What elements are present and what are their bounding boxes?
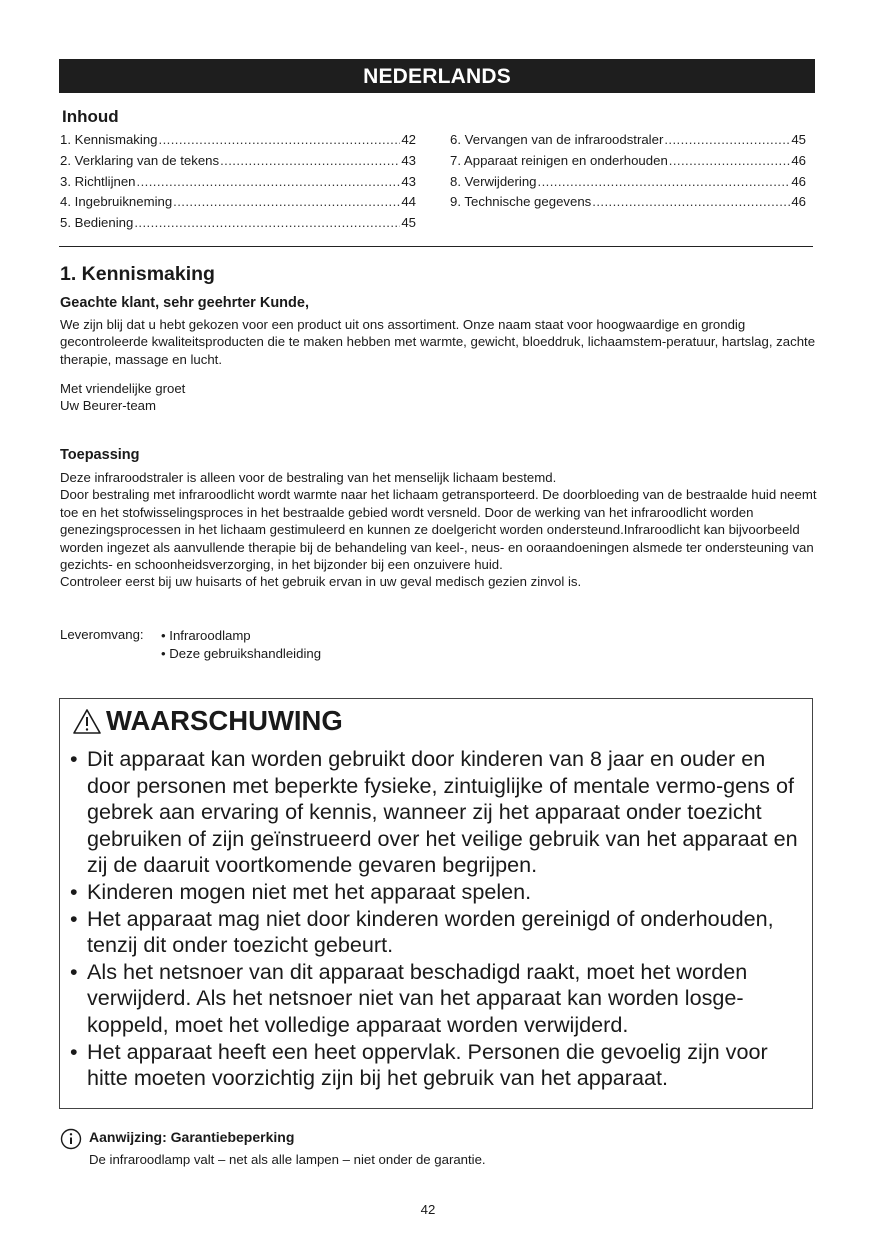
- toc-entry-page: 46: [791, 194, 806, 210]
- warning-list: [70, 746, 810, 1092]
- greeting-line: Met vriendelijke groet: [60, 381, 186, 396]
- toc-entry-page: 43: [401, 152, 416, 168]
- toc-entry-label: 7. Apparaat reinigen en onderhouden: [450, 152, 668, 168]
- toc-entry-page: 46: [791, 152, 806, 168]
- warning-item: • Dit apparaat kan worden gebruikt door kinderen van 8 jaar en ouder en door personen met beperkte fysieke, zintuiglijke of mentale vermo-gens of gebrek aan ervaring of kennis, wanneer zij het apparaat onder toezicht gebruiken of zijn geïnstrueerd over het veilige gebruik van het apparaat en zij de daaruit voortkomende gevaren begrijpen.: [70, 746, 810, 879]
- toc-entry[interactable]: [450, 194, 806, 215]
- salutation: Geachte klant, sehr geehrter Kunde,: [60, 295, 309, 311]
- usage-line: Door bestraling met infraroodlicht wordt warmte naar het lichaam getransporteerd. De doorbloeding van de bestraalde huid neemt toe en het stofwisselingsproces in het bestraalde gebied wordt versneld. Door de werking van het infraroodlicht worden genezingsprocessen in het lichaam gestimuleerd en kunnen ze doelgericht worden ondersteund.Infraroodlicht kan bijvoorbeeld worden ingezet als aanvullende therapie bij de behandeling van keel-, neus- en ooraandoeningen alsmede ter ondersteuning van gezichts- en schoonheidsverzorging, in het bijzonder bij een onzuivere huid.: [60, 487, 817, 573]
- section-heading-kennismaking: 1. Kennismaking: [60, 263, 215, 285]
- toc-entry[interactable]: [60, 215, 416, 236]
- scope-list: [161, 627, 321, 663]
- toc-entry-label: 5. Bediening: [60, 215, 134, 231]
- toc-entry-label: 3. Richtlijnen: [60, 173, 136, 189]
- usage-line: Controleer eerst bij uw huisarts of het gebruik ervan in uw geval medisch gezien zinvol is.: [60, 574, 582, 590]
- toc-entry-label: 4. Ingebruikneming: [60, 194, 173, 210]
- toc-entry-label: 6. Vervangen van de infraroodstraler: [450, 132, 664, 147]
- toc-entry-page: 44: [401, 194, 416, 210]
- toc-leader: [538, 174, 791, 189]
- toc-entry[interactable]: [450, 132, 806, 153]
- toc-entry[interactable]: [60, 132, 416, 153]
- closing-greeting: [60, 380, 818, 415]
- toc-leader: [592, 194, 790, 209]
- warning-triangle-icon: [72, 708, 102, 735]
- toc-entry-label: 2. Verklaring van de tekens: [60, 152, 220, 168]
- note-title: Aanwijzing: Garantiebeperking: [89, 1129, 295, 1145]
- warning-item: • Als het netsnoer van dit apparaat beschadigd raakt, moet het worden verwijderd. Als het netsnoer niet van het apparaat kan worden losge-koppeld, moet het volledige apparaat worden verwijderd.: [70, 959, 810, 1039]
- toc-right-column: [450, 132, 806, 215]
- warning-title: [72, 705, 343, 737]
- toc-left-column: [60, 132, 416, 236]
- toc-entry-label: 1. Kennismaking: [60, 132, 158, 147]
- toc-leader: [137, 174, 401, 189]
- intro-paragraph: [60, 316, 818, 368]
- warning-item: • Het apparaat mag niet door kinderen worden gereinigd of onderhouden, tenzij dit onder toezicht gebeurt.: [70, 906, 810, 959]
- toc-entry-page: 45: [791, 132, 806, 147]
- toc-leader: [173, 194, 400, 209]
- toc-entry-label: 9. Technische gegevens: [450, 194, 592, 210]
- usage-heading: Toepassing: [60, 447, 140, 463]
- toc-leader: [664, 132, 790, 147]
- toc-entry[interactable]: [60, 194, 416, 215]
- toc-entry[interactable]: [60, 174, 416, 195]
- toc-entry[interactable]: [60, 153, 416, 174]
- scope-item: • Deze gebruikshandleiding: [161, 646, 322, 661]
- language-header: NEDERLANDS: [59, 59, 815, 93]
- toc-entry-page: 46: [791, 173, 806, 189]
- warning-item: • Het apparaat heeft een heet oppervlak. Personen die gevoelig zijn voor hitte moeten voorzichtig zijn bij het gebruik van het apparaat.: [70, 1039, 810, 1092]
- page-number: 42: [420, 1202, 436, 1217]
- toc-entry[interactable]: [450, 174, 806, 195]
- usage-paragraph: [60, 469, 818, 591]
- note-text: De infraroodlamp valt – net als alle lampen – niet onder de garantie.: [89, 1152, 486, 1167]
- toc-entry[interactable]: [450, 153, 806, 174]
- toc-leader: [134, 215, 400, 230]
- toc-leader: [220, 153, 400, 168]
- toc-leader: [159, 132, 401, 147]
- toc-leader: [669, 153, 791, 168]
- toc-entry-page: 42: [401, 132, 416, 147]
- warning-item: • Kinderen mogen niet met het apparaat spelen.: [70, 879, 810, 906]
- warning-title-text: WAARSCHUWING: [106, 705, 343, 736]
- scope-label: Leveromvang:: [60, 627, 144, 642]
- toc-entry-label: 8. Verwijdering: [450, 173, 537, 189]
- usage-line: Deze infraroodstraler is alleen voor de bestraling van het menselijk lichaam bestemd.: [60, 470, 557, 485]
- toc-entry-page: 43: [401, 173, 416, 189]
- toc-entry-page: 45: [401, 215, 416, 231]
- scope-item: • Infraroodlamp: [161, 628, 251, 643]
- toc-title: Inhoud: [62, 107, 119, 126]
- intro-text: We zijn blij dat u hebt gekozen voor een product uit ons assortiment. Onze naam staat voor hoogwaardige en grondig gecontroleerde kwaliteitsproducten die te maken hebben met warmte, gewicht, bloeddruk, lichaamstem-peratuur, hartslag, zachte therapie, massage en lucht.: [60, 317, 816, 367]
- signature-line: Uw Beurer-team: [60, 398, 157, 414]
- section-divider: [59, 246, 813, 247]
- info-icon: [60, 1128, 82, 1150]
